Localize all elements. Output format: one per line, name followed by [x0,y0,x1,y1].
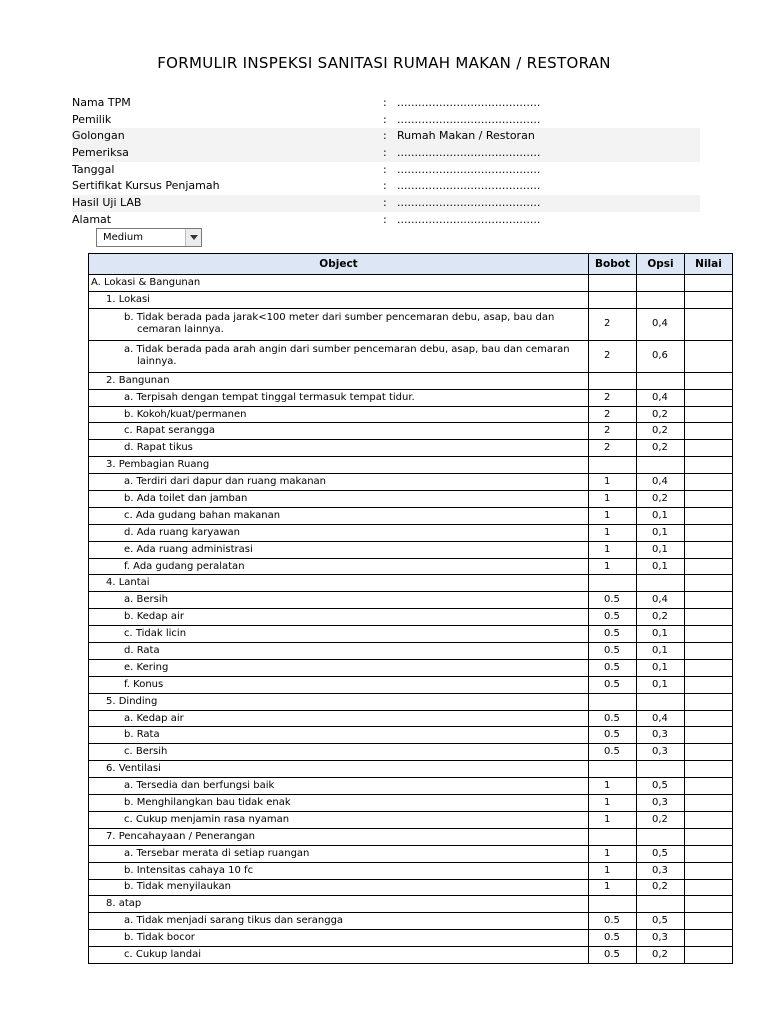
info-colon: : [383,212,387,226]
cell-opsi: 0,2 [637,811,685,828]
cell-object [89,541,589,558]
info-row [72,162,700,179]
cell-bobot: 2 [589,423,637,440]
cell-object [89,308,589,340]
cell-object [89,845,589,862]
cell-nilai[interactable] [685,592,733,609]
cell-object [89,389,589,406]
table-header-row [89,254,733,275]
cell-object [89,626,589,643]
cell-object [89,693,589,710]
cell-bobot: 1 [589,795,637,812]
row-label: b. Menghilangkan bau tidak enak [124,796,291,808]
cell-bobot: 0.5 [589,676,637,693]
info-row [72,178,700,195]
cell-object [89,609,589,626]
cell-object [89,491,589,508]
row-label: c. Cukup landai [124,949,202,960]
row-label: 8. atap [106,898,142,910]
cell-nilai[interactable] [685,291,733,308]
cell-nilai[interactable] [685,626,733,643]
info-label: Sertifikat Kursus Penjamah [72,179,220,193]
table-row [89,862,733,879]
chevron-down-icon[interactable] [185,229,201,246]
cell-nilai[interactable] [685,643,733,660]
info-colon: : [383,112,387,126]
cell-nilai[interactable] [685,913,733,930]
cell-bobot: 0.5 [589,659,637,676]
cell-opsi: 0,4 [637,389,685,406]
cell-nilai[interactable] [685,524,733,541]
cell-nilai[interactable] [685,676,733,693]
cell-bobot: 1 [589,524,637,541]
cell-bobot: 0.5 [589,710,637,727]
table-row [89,524,733,541]
cell-opsi: 0,5 [637,778,685,795]
cell-bobot: 1 [589,778,637,795]
info-row [72,112,700,129]
cell-opsi: 0,4 [637,474,685,491]
cell-nilai[interactable] [685,744,733,761]
table-row [89,659,733,676]
info-label: Pemilik [72,112,112,126]
cell-nilai[interactable] [685,947,733,964]
cell-nilai[interactable] [685,474,733,491]
info-row [72,195,700,212]
row-label: a. Tersebar merata di setiap ruangan [124,847,310,859]
info-label: Hasil Uji LAB [72,196,142,210]
row-label: a. Kedap air [124,712,184,724]
cell-nilai[interactable] [685,727,733,744]
table-row [89,626,733,643]
table-row [89,761,733,778]
form-title: FORMULIR INSPEKSI SANITASI RUMAH MAKAN / RESTORAN [157,54,611,72]
info-value[interactable]: ......................................... [397,96,541,109]
cell-object [89,744,589,761]
row-label: c. Ada gudang bahan makanan [124,509,281,521]
info-value[interactable]: ......................................... [397,162,541,176]
cell-bobot [589,828,637,845]
cell-opsi: 0,1 [637,558,685,575]
cell-object [89,440,589,457]
cell-bobot [589,372,637,389]
cell-object [89,727,589,744]
cell-opsi: 0,2 [637,406,685,423]
row-label: f. Konus [124,678,164,690]
cell-object [89,507,589,524]
cell-opsi: 0,4 [637,592,685,609]
row-label: b. Ada toilet dan jamban [124,492,248,504]
row-label: d. Ada ruang karyawan [124,526,241,538]
cell-opsi: 0,1 [637,659,685,676]
cell-nilai[interactable] [685,609,733,626]
cell-bobot [589,575,637,592]
info-value[interactable]: ......................................... [397,196,541,210]
info-value[interactable]: Rumah Makan / Restoran [397,129,535,143]
table-row [89,440,733,457]
cell-bobot: 1 [589,541,637,558]
cell-nilai[interactable] [685,507,733,524]
cell-opsi: 0,2 [637,491,685,508]
row-label: b. Rata [124,729,160,741]
cell-bobot: 1 [589,879,637,896]
row-label: e. Kering [124,661,169,673]
row-label: c. Tidak licin [124,628,187,640]
cell-opsi: 0,2 [637,609,685,626]
info-row [72,145,700,162]
row-label: a. Tersedia dan berfungsi baik [124,780,275,792]
cell-bobot [589,896,637,913]
row-label: 3. Pembagian Ruang [106,459,210,471]
row-label: 7. Pencahayaan / Penerangan [106,830,255,842]
table-row [89,474,733,491]
table-row [89,389,733,406]
table-row [89,491,733,508]
cell-opsi: 0,5 [637,913,685,930]
table-row [89,291,733,308]
cell-nilai[interactable] [685,896,733,913]
cell-nilai[interactable] [685,710,733,727]
cell-bobot [589,761,637,778]
cell-bobot: 1 [589,811,637,828]
cell-bobot: 0.5 [589,609,637,626]
info-row [72,128,700,145]
cell-object [89,930,589,947]
cell-opsi [637,761,685,778]
cell-opsi [637,693,685,710]
cell-opsi [637,275,685,292]
cell-bobot: 1 [589,558,637,575]
table-row [89,930,733,947]
row-label: 2. Bangunan [106,374,170,386]
table-row [89,609,733,626]
cell-opsi: 0,3 [637,862,685,879]
cell-opsi: 0,4 [637,710,685,727]
cell-opsi: 0,2 [637,947,685,964]
table-row [89,879,733,896]
cell-object [89,879,589,896]
row-label: b. Intensitas cahaya 10 fc [124,864,254,876]
table-row [89,744,733,761]
table-row [89,406,733,423]
cell-opsi: 0,4 [637,308,685,340]
info-row [72,212,700,229]
cell-bobot: 0.5 [589,947,637,964]
cell-opsi: 0,1 [637,626,685,643]
header-opsi: Opsi [637,254,685,275]
row-label: 1. Lokasi [106,293,150,305]
cell-object [89,275,589,292]
cell-opsi: 0,6 [637,340,685,372]
table-row [89,913,733,930]
cell-nilai[interactable] [685,811,733,828]
cell-nilai[interactable] [685,389,733,406]
cell-nilai[interactable] [685,693,733,710]
cell-bobot: 2 [589,406,637,423]
row-label: a. Terpisah dengan tempat tinggal termasuk tempat tidur. [124,391,415,403]
row-label: a. Terdiri dari dapur dan ruang makanan [124,476,327,488]
row-label: b. Kokoh/kuat/permanen [124,408,247,420]
row-label: a. Bersih [124,594,168,606]
row-label: b. Tidak bocor [124,932,195,944]
table-row [89,423,733,440]
cell-object [89,643,589,660]
row-label: d. Rapat tikus [124,442,193,454]
table-row [89,275,733,292]
table-row [89,778,733,795]
row-label: 4. Lantai [106,577,150,589]
cell-bobot: 1 [589,474,637,491]
info-label: Golongan [72,129,125,143]
info-value[interactable]: ......................................... [397,212,541,226]
cell-object [89,575,589,592]
info-colon: : [383,196,387,210]
cell-bobot: 2 [589,308,637,340]
cell-opsi: 0,2 [637,879,685,896]
cell-bobot: 1 [589,862,637,879]
info-value[interactable]: ......................................... [397,146,541,160]
cell-opsi [637,372,685,389]
cell-nilai[interactable] [685,423,733,440]
cell-bobot: 1 [589,491,637,508]
row-label: b. Tidak berada pada jarak<100 meter dari sumber pencemaran debu, asap, bau dan cemaran lainnya. [124,312,555,336]
cell-nilai[interactable] [685,340,733,372]
table-row [89,710,733,727]
cell-opsi: 0,3 [637,930,685,947]
cell-object [89,340,589,372]
cell-nilai[interactable] [685,558,733,575]
row-label: c. Bersih [124,746,168,758]
table-row [89,828,733,845]
cell-opsi: 0,2 [637,423,685,440]
info-colon: : [383,146,387,160]
row-label: c. Cukup menjamin rasa nyaman [124,813,290,825]
cell-object [89,828,589,845]
cell-opsi: 0,1 [637,524,685,541]
header-object: Object [89,254,589,275]
cell-nilai[interactable] [685,930,733,947]
cell-opsi: 0,3 [637,727,685,744]
row-label: e. Ada ruang administrasi [124,543,253,555]
cell-object [89,372,589,389]
info-colon: : [383,129,387,143]
cell-bobot: 2 [589,389,637,406]
cell-opsi [637,575,685,592]
cell-nilai[interactable] [685,795,733,812]
cell-opsi: 0,5 [637,845,685,862]
cell-opsi: 0,1 [637,643,685,660]
cell-nilai[interactable] [685,406,733,423]
row-label: 5. Dinding [106,695,158,707]
cell-object [89,862,589,879]
cell-object [89,947,589,964]
table-row [89,507,733,524]
cell-opsi [637,828,685,845]
table-row [89,541,733,558]
cell-opsi: 0,1 [637,676,685,693]
info-label: Nama TPM [72,96,131,109]
cell-bobot: 2 [589,340,637,372]
header-bobot: Bobot [589,254,637,275]
cell-object [89,457,589,474]
row-label: A. Lokasi & Bangunan [91,276,201,288]
info-section [72,95,700,229]
cell-object [89,676,589,693]
cell-nilai[interactable] [685,659,733,676]
info-value[interactable]: ......................................... [397,112,541,126]
table-row [89,457,733,474]
cell-opsi [637,896,685,913]
table-row [89,896,733,913]
header-nilai: Nilai [685,254,733,275]
cell-object [89,778,589,795]
cell-object [89,710,589,727]
table-row [89,340,733,372]
dropdown-selected-value: Medium [103,232,143,243]
row-label: 6. Ventilasi [106,763,161,775]
table-row [89,811,733,828]
cell-nilai[interactable] [685,372,733,389]
cell-nilai[interactable] [685,778,733,795]
row-label: f. Ada gudang peralatan [124,560,245,572]
cell-nilai[interactable] [685,862,733,879]
cell-object [89,896,589,913]
cell-object [89,761,589,778]
cell-opsi: 0,1 [637,507,685,524]
cell-bobot [589,291,637,308]
table-row [89,592,733,609]
table-row [89,372,733,389]
row-label: a. Tidak berada pada arah angin dari sumber pencemaran debu, asap, bau dan cemaran lainnya. [124,344,570,368]
info-label: Pemeriksa [72,146,129,160]
cell-opsi: 0,3 [637,744,685,761]
cell-bobot: 0.5 [589,913,637,930]
cell-object [89,423,589,440]
table-row [89,575,733,592]
info-colon: : [383,96,387,109]
cell-nilai[interactable] [685,275,733,292]
cell-nilai[interactable] [685,308,733,340]
cell-bobot: 0.5 [589,744,637,761]
info-colon: : [383,162,387,176]
cell-bobot: 0.5 [589,930,637,947]
table-row [89,643,733,660]
row-label: d. Rata [124,644,160,656]
row-label: b. Kedap air [124,611,184,623]
cell-object [89,558,589,575]
cell-nilai[interactable] [685,457,733,474]
cell-nilai[interactable] [685,845,733,862]
cell-nilai[interactable] [685,541,733,558]
table-row [89,693,733,710]
cell-nilai[interactable] [685,879,733,896]
row-label: a. Tidak menjadi sarang tikus dan serangga [124,915,344,927]
table-row [89,558,733,575]
cell-nilai[interactable] [685,761,733,778]
cell-bobot: 0.5 [589,727,637,744]
table-row [89,308,733,340]
cell-object [89,406,589,423]
cell-object [89,524,589,541]
cell-opsi [637,291,685,308]
info-label: Alamat [72,212,112,226]
cell-opsi: 0,2 [637,440,685,457]
cell-bobot: 0.5 [589,643,637,660]
cell-opsi [637,457,685,474]
cell-object [89,592,589,609]
cell-bobot: 1 [589,507,637,524]
table-row [89,676,733,693]
table-row [89,795,733,812]
cell-nilai[interactable] [685,440,733,457]
inspection-table [88,253,733,964]
cell-object [89,474,589,491]
row-label: b. Tidak menyilaukan [124,881,231,893]
cell-opsi: 0,1 [637,541,685,558]
cell-object [89,659,589,676]
cell-nilai[interactable] [685,491,733,508]
cell-object [89,913,589,930]
cell-nilai[interactable] [685,828,733,845]
info-colon: : [383,179,387,193]
cell-bobot: 0.5 [589,626,637,643]
cell-nilai[interactable] [685,575,733,592]
info-row [72,95,700,112]
cell-object [89,291,589,308]
risk-level-dropdown[interactable] [96,228,202,247]
cell-bobot: 0.5 [589,592,637,609]
table-row [89,845,733,862]
row-label: c. Rapat serangga [124,425,216,437]
cell-bobot [589,275,637,292]
info-label: Tanggal [72,162,115,176]
cell-bobot [589,693,637,710]
cell-bobot: 2 [589,440,637,457]
cell-bobot: 1 [589,845,637,862]
cell-object [89,811,589,828]
cell-opsi: 0,3 [637,795,685,812]
table-row [89,947,733,964]
cell-object [89,795,589,812]
info-value[interactable]: ......................................... [397,179,541,193]
table-row [89,727,733,744]
cell-bobot [589,457,637,474]
